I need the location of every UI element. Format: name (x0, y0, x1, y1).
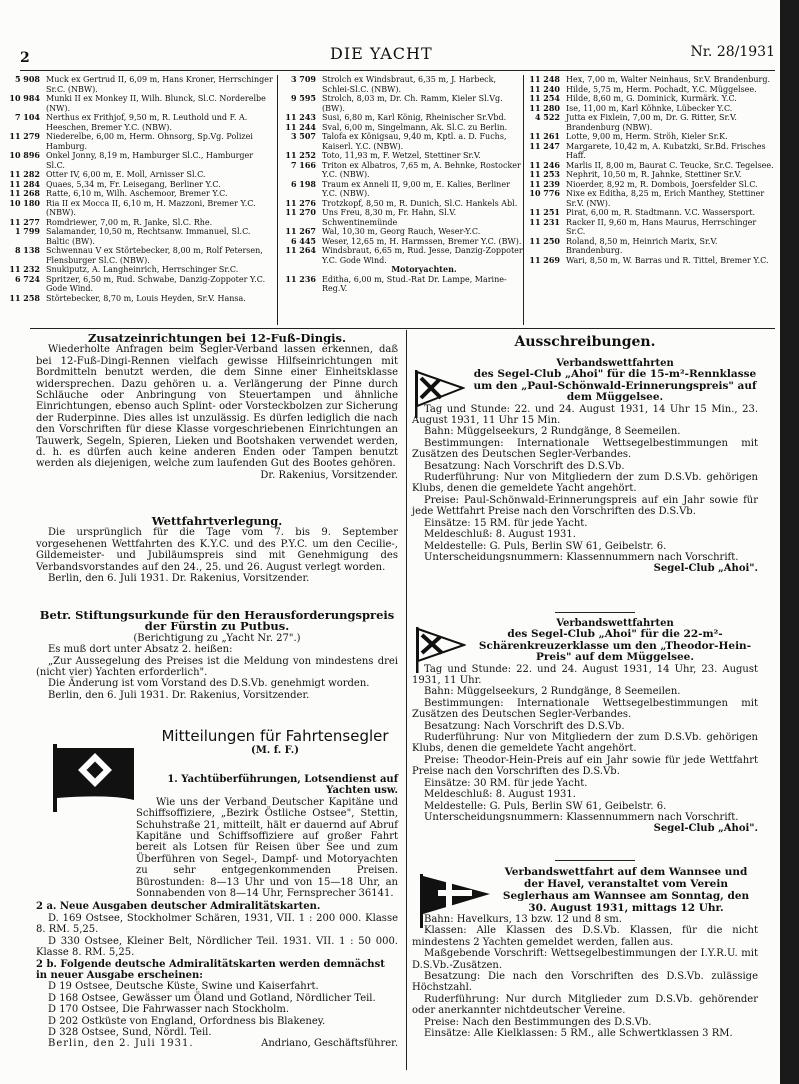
race2-l9: Meldestelle: G. Puls, Berlin SW 61, Geibelstr. 6. (424, 800, 667, 812)
race2-l4: Besatzung: Nach Vorschrift des D.S.Vb. (424, 720, 625, 732)
mff-title: Mitteilungen für Fahrtensegler (161, 727, 389, 745)
stiftung-title: Betr. Stiftungsurkunde für den Herausforderungspreis der Fürstin zu Putbus. (39, 608, 395, 634)
boat-description: Hex, 7,00 m, Walter Neinhaus, Sr.V. Brandenburg. (566, 75, 771, 84)
boat-number: 11 276 (285, 197, 316, 208)
boat-description: Hilde, 5,75 m, Herm. Pochadt, Y.C. Müggelsee. (566, 84, 757, 94)
race1-l8: Meldeschluß: 8. August 1931. (424, 529, 576, 541)
short-rule (555, 612, 635, 613)
boat-description: Wal, 10,30 m, Georg Rauch, Weser-Y.C. (322, 227, 481, 236)
mff-signature: Andriano, Geschäftsführer. (261, 1038, 398, 1050)
verlegung-body: Die ursprünglich für die Tage vom 7. bis 9. September vorgesehenen Wettfahrten des K.Y.C. und des P.Y.C. um den Cecilie-, Gildemeister- und Jubiläumspreis sind mit Genehmigung des Verbandsvorstandes auf den 24., 25. und 26. August verlegt worden. (36, 527, 398, 573)
boat-description: Toto, 11,93 m, F. Wetzel, Stettiner Sr.V. (322, 151, 481, 160)
boat-description: Onkel Jonny, 8,19 m, Hamburger Sl.C., Hamburger Sl.C. (46, 151, 254, 170)
header-rule (20, 70, 775, 71)
section-rule (30, 328, 775, 329)
boat-entry (276, 94, 526, 113)
race2-l2: Bahn: Müggelseekurs, 2 Rundgänge, 8 Seemeilen. (424, 686, 681, 698)
boat-description: Susi, 6,80 m, Karl König, Rheinischer Sr.Vbd. (322, 113, 507, 122)
race1-l3: Bestimmungen: Internationale Wettsegelbestimmungen mit Zusätzen des Deutschen Segler-Verbandes. (412, 437, 758, 461)
ausschreibungen-title: Ausschreibungen. (514, 334, 656, 350)
boat-description: Margarete, 10,42 m, A. Kubatzki, Sr.Bd. Frisches Haff. (566, 141, 766, 160)
race3-l6: Preise: Nach den Bestimmungen des D.S.Vb. (424, 1016, 652, 1028)
boat-entry (0, 189, 274, 199)
verlegung-signature: Berlin, den 6. Juli 1931. Dr. Rakenius, Vorsitzender. (48, 573, 310, 585)
race1-signature: Segel-Club „Ahoi". (653, 563, 758, 575)
race2-announcement (412, 618, 758, 835)
boat-entry (520, 142, 776, 161)
dingi-title: Zusatzeinrichtungen bei 12-Fuß-Dingis. (87, 331, 347, 345)
page-number: 2 (20, 50, 30, 66)
boat-number: 3 507 (290, 131, 316, 141)
boat-description: Weser, 12,65 m, H. Harmssen, Bremer Y.C. (BW). (322, 236, 522, 246)
boat-description: Pirat, 6,00 m, R. Stadtmann. V.C. Wassersport. (566, 208, 756, 217)
boat-description: Jutta ex Fixlein, 7,00 m, Dr. G. Ritter, Sr.V. Brandenburg (NBW). (566, 113, 737, 132)
race1-l9: Meldestelle: G. Puls, Berlin SW 61, Geibelstr. 6. (424, 540, 667, 552)
boat-description: Talofa ex Königsau, 9,40 m, Kptl. a. D. Fuchs, Kaiserl. Y.C. (NBW). (322, 132, 507, 151)
race2-l7: Einsätze: 30 RM. für jede Yacht. (424, 777, 588, 789)
race2-signature: Segel-Club „Ahoi". (653, 823, 758, 835)
boat-number: 11 258 (9, 292, 40, 303)
stiftung-signature: Berlin, den 6. Juli 1931. Dr. Rakenius, Vorsitzender. (48, 689, 310, 701)
boat-description: Niederelbe, 6,00 m, Herm. Ohnsorg, Sp.Vg. Polizei Hamburg. (46, 132, 253, 151)
mff-date: Berlin, den 2. Juli 1931. (48, 1038, 194, 1050)
issue-number: Nr. 28/1931 (690, 44, 775, 60)
boat-entry (0, 94, 274, 113)
race1-l1: Tag und Stunde: 22. und 24. August 1931, 14 Uhr 15 Min., 23. August 1931, 11 Uhr 15 Min. (412, 403, 758, 427)
boat-description: Schwennau V ex Störtebecker, 8,00 m, Rolf Petersen, Flensburger Sl.C. (NBW). (46, 246, 263, 265)
boat-number: 4 522 (534, 112, 560, 122)
boat-number: 11 239 (529, 178, 560, 189)
race3-heading: Verbandswettfahrt auf dem Wannsee und der Havel, veranstaltet vom Verein Seglerhaus am Wannsee am Sonntag, den 30. August 1931, mittags 12 Uhr. (502, 866, 750, 914)
boat-number: 11 277 (9, 216, 40, 227)
boat-number: 11 270 (285, 207, 316, 217)
race2-l10: Unterscheidungsnummern: Klassennummern nach Vorschrift. (424, 811, 739, 823)
dingi-signature: Dr. Rakenius, Vorsitzender. (260, 469, 398, 481)
race3-l4: Besatzung: Die nach den Vorschriften des D.S.Vb. zulässige Höchstzahl. (412, 971, 758, 994)
boat-number: 11 243 (285, 112, 316, 122)
race1-l6: Preise: Paul-Schönwald-Erinnerungspreis auf ein Jahr sowie für jede Wettfahrt Preise nach den Vorschriften des D.S.Vb. (412, 494, 758, 518)
race2-l1: Tag und Stunde: 22. und 24. August 1931, 14 Uhr, 23. August 1931, 11 Uhr. (412, 663, 758, 687)
boat-description: Ratte, 6,10 m, Wilh. Aschemoor, Bremer Y.C. (46, 189, 228, 198)
boat-number: 11 264 (285, 245, 316, 255)
verlegung-article (36, 516, 398, 584)
boat-entry (0, 75, 274, 94)
boat-number: 11 252 (285, 150, 316, 160)
boat-description: Otter IV, 6,00 m, E. Moll, Arnisser Sl.C. (46, 170, 206, 179)
main-col-divider (406, 330, 407, 1070)
boat-number: 11 231 (529, 216, 560, 227)
mff-b4: D 202 Ostküste von England, Orfordness bis Blakeney. (48, 1015, 326, 1027)
boat-number: 1 799 (14, 226, 40, 236)
mff-section2a: 2 a. Neue Ausgaben deutscher Admiralitätskarten. (36, 901, 321, 913)
boat-entry (0, 132, 274, 151)
race1-subheading: des Segel-Club „Ahoi" für die 15-m²-Rennklasse um den „Paul-Schönwald-Erinnerungspreis" auf dem Müggelsee. (473, 368, 757, 404)
boat-number: 11 247 (529, 140, 560, 151)
boat-number: 11 279 (9, 131, 40, 141)
boat-description: Strolch ex Windsbraut, 6,35 m, J. Harbeck, Schlei-Sl.C. (NBW). (322, 75, 497, 94)
boat-description: Spritzer, 6,50 m, Rud. Schwabe, Danzig-Zoppoter Y.C. Gode Wind. (46, 274, 266, 293)
boat-entry (0, 113, 274, 132)
mff-section1: 1. Yachtüberführungen, Lotsendienst auf Yachten usw. (167, 774, 398, 797)
boat-description: Windsbraut, 6,65 m, Rud. Jesse, Danzig-Zoppoter Y.C. Gode Wind. (322, 246, 523, 265)
boat-number: 11 254 (529, 93, 560, 103)
dingi-article (36, 333, 398, 481)
boat-entry (520, 189, 776, 208)
boat-description: Quaes, 5,34 m, Fr. Leisegang, Berliner Y.C. (46, 179, 221, 189)
boat-entry (0, 265, 274, 275)
boat-list-col1 (0, 75, 274, 303)
boat-number: 11 269 (529, 254, 560, 265)
mff-subtitle: (M. f. F.) (251, 745, 299, 756)
boat-description: Racker II, 9,60 m, Hans Maurus, Herrschinger Sr.C. (566, 217, 757, 236)
mff-b1: D 19 Ostsee, Deutsche Küste, Swine und Kaiserfahrt. (48, 981, 319, 993)
dingi-body: Wiederholte Anfragen beim Segler-Verband lassen erkennen, daß bei 12-Fuß-Dingi-Rennen vielfach gewisse Hilfseinrichtungen mit Bordmitteln benutzt werden, die dem Sinne einer Einheitsklasse widersprechen. Dazu gehören u. a. Verlängerung der Pinne durch Schläuche oder Anbringung von Steuertampen und ähnliche Einrichtungen, ebenso auch Splint- oder Vorsteckbolzen zur Sicherung der Ruderpinne. Dies alles ist unzulässig. Es dürfen lediglich die nach den Vorschriften für diese Klasse vorgeschriebenen Einrichtungen an Tauwerk, Segeln, Spieren, Lieken und Bootshaken verwendet werden, d. h. es dürfen auch keine anderen Enden oder Tampen benutzt werden als diejenigen, welche zum laufenden Gut des Bootes gehören. (36, 344, 398, 470)
boat-number: 10 776 (529, 188, 560, 198)
scan-edge (780, 0, 799, 1084)
boat-description: Editha, 6,00 m, Stud.-Rat Dr. Lampe, Marine-Reg.V. (322, 274, 507, 293)
race2-l8: Meldeschluß: 8. August 1931. (424, 789, 576, 801)
boat-number: 8 138 (14, 245, 40, 255)
race1-l10: Unterscheidungsnummern: Klassennummern nach Vorschrift. (424, 551, 739, 563)
boat-description: Uns Freu, 8,30 m, Fr. Hahn, Sl.V. Schwentinemünde (322, 208, 457, 227)
boat-number: 11 251 (529, 207, 560, 217)
boat-entry (276, 180, 526, 199)
mff-heading (150, 728, 400, 756)
stiftung-l1: Es muß dort unter Absatz 2. heißen: (48, 644, 233, 656)
boat-description: Snukiputz, A. Langheinrich, Herrschinger Sr.C. (46, 265, 239, 274)
boat-number: 6 724 (14, 273, 40, 284)
race2-heading: Verbandswettfahrten (556, 618, 674, 629)
boat-description: Motoryachten. (391, 264, 457, 274)
boat-entry (0, 170, 274, 180)
boat-description: Trotzkopf, 8,50 m, R. Dunich, Sl.C. Hankels Abl. (322, 198, 518, 208)
boat-number: 11 232 (9, 264, 40, 274)
boat-number: 7 104 (14, 112, 40, 122)
boat-description: Ise, 11,00 m, Karl Köhnke, Lübecker Y.C. (566, 103, 733, 113)
mff-section2b: 2 b. Folgende deutsche Admiralitätskarten werden demnächst in neuer Ausgabe erscheinen: (36, 958, 385, 981)
boat-entry (276, 208, 526, 227)
boat-description: Sval, 6,00 m, Singelmann, Ak. Sl.C. zu Berlin. (322, 122, 508, 132)
race1-l7: Einsätze: 15 RM. für jede Yacht. (424, 517, 588, 529)
boat-description: Strolch, 8,03 m, Dr. Ch. Ramm, Kieler Sl.Vg. (BW). (322, 94, 503, 113)
race3-l2: Klassen: Alle Klassen des D.S.Vb. Klassen, für die nicht mindestens 2 Yachten gemeldet werden, fallen aus. (412, 925, 758, 948)
boat-entry (520, 237, 776, 256)
race1-heading: Verbandswettfahrten (556, 358, 674, 369)
stiftung-l2: „Zur Aussegelung des Preises ist die Meldung von mindestens drei (nicht vier) Yachten erforderlich". (36, 655, 398, 679)
race3-l1: Bahn: Havelkurs, 13 bzw. 12 und 8 sm. (424, 914, 622, 925)
boat-list-col2 (276, 75, 526, 294)
verlegung-title: Wettfahrtverlegung. (151, 514, 283, 528)
boat-entry (0, 218, 274, 228)
boat-entry (520, 218, 776, 237)
race2-subheading: des Segel-Club „Ahoi" für die 22-m²-Schärenkreuzerklasse um den „Theodor-Hein-Preis" auf dem Müggelsee. (478, 628, 752, 664)
boat-entry (0, 294, 274, 304)
boat-description: Nerthus ex Frithjof, 9,50 m, R. Leuthold und F. A. Heeschen, Bremer Y.C. (NBW). (46, 113, 248, 132)
boat-description: Nioerder, 8,92 m, R. Dombois, Joersfelder Sl.C. (566, 179, 758, 189)
mff-b5: D 328 Ostsee, Sund, Nördl. Teil. (48, 1026, 212, 1038)
boat-number: 11 248 (529, 74, 560, 84)
boat-description: Nixe ex Editha, 8,25 m, Erich Manthey, Stettiner Sr.V. (NW). (566, 189, 765, 208)
boat-number: 5 908 (14, 74, 40, 84)
boat-number: 11 268 (9, 188, 40, 198)
boat-number: 7 166 (290, 159, 316, 170)
boat-number: 11 282 (9, 169, 40, 179)
boat-description: Roland, 8,50 m, Heinrich Marix, Sr.V. Brandenburg. (566, 236, 718, 255)
boat-description: Störtebecker, 8,70 m, Louis Heyden, Sr.V. Hansa. (46, 293, 246, 303)
boat-description: Ria II ex Mocca II, 6,10 m, H. Mazzoni, Bremer Y.C. (NBW). (46, 198, 256, 217)
boat-number: 9 595 (290, 93, 316, 103)
race1-l5: Ruderführung: Nur von Mitgliedern der zum D.S.Vb. gehörigen Klubs, denen die gemeldete Yacht angehört. (412, 472, 758, 495)
boat-number: 11 246 (529, 159, 560, 170)
boat-number: 11 284 (9, 178, 40, 189)
boat-number: 11 267 (285, 226, 316, 236)
mff-body: Wie uns der Verband Deutscher Kapitäne und Schiffsoffiziere, „Bezirk Östliche Ostsee", Stettin, Schuhstraße 21, mitteilt, hält er dauernd auf Abruf Kapitäne und Schiffsoffiziere auf großer Fahrt bereit als Lotsen für Reisen über See und zum Überführen von Segel-, Dampf- und Motoryachten zu sehr entgegenkommenden Preisen. Bürostunden: 8—13 Uhr und von 15—18 Uhr, an Sonnabenden von 8—14 Uhr, Fernsprecher 36141. (136, 796, 398, 900)
race3-l5: Ruderführung: Nur durch Mitglieder zum D.S.Vb. gehörender oder anerkannter nichtdeutscher Vereine. (412, 993, 758, 1017)
boat-entry (0, 275, 274, 294)
ausschreibungen (412, 333, 758, 351)
boat-number: 11 244 (285, 121, 316, 132)
mff-a2: D 330 Ostsee, Kleiner Belt, Nördlicher Teil. 1931. VII. 1 : 50 000. Klasse 8. RM. 5,25. (36, 935, 398, 959)
boat-number: 11 280 (529, 102, 560, 113)
boat-entry (276, 246, 526, 265)
boat-number: 10 984 (9, 93, 40, 103)
boat-description: Wari, 8,50 m, W. Barras und R. Tittel, Bremer Y.C. (566, 255, 769, 265)
journal-title: DIE YACHT (330, 44, 433, 63)
boat-entry (0, 227, 274, 246)
boat-description: Traum ex Anneli II, 9,00 m, E. Kalies, Berliner Y.C. (NBW). (322, 179, 510, 198)
boat-list-col3 (520, 75, 776, 265)
mff-article (36, 774, 398, 1050)
boat-entry (276, 161, 526, 180)
boat-entry (0, 246, 274, 265)
short-rule (555, 860, 635, 861)
boat-description: Hilde, 8,60 m, G. Dominick, Kurmärk. Y.C. (566, 94, 737, 103)
boat-description: Romdriewer, 7,00 m, R. Janke, Sl.C. Rhe. (46, 217, 213, 227)
mff-b3: D 170 Ostsee, Die Fahrwasser nach Stockholm. (48, 1004, 290, 1016)
boat-description: Munki II ex Monkey II, Wilh. Blunck, Sl.C. Norderelbe (NW). (46, 94, 266, 113)
stiftung-article (36, 610, 398, 701)
boat-description: Triton ex Albatros, 7,65 m, A. Behnke, Rostocker Y.C. (NBW). (322, 160, 521, 179)
race3-announcement (412, 866, 758, 1039)
boat-entry (276, 75, 526, 94)
boat-entry (0, 199, 274, 218)
mff-b2: D 168 Ostsee, Gewässer um Öland und Gotland, Nördlicher Teil. (48, 992, 376, 1004)
boat-entry (520, 256, 776, 266)
boat-entry (0, 180, 274, 190)
race3-l3: Maßgebende Vorschrift: Wettsegelbestimmungen der I.Y.R.U. mit D.S.Vb.-Zusätzen. (412, 948, 758, 971)
race2-l3: Bestimmungen: Internationale Wettsegelbestimmungen mit Zusätzen des Deutschen Segler-Verbandes. (412, 697, 758, 721)
boat-number: 6 198 (290, 178, 316, 189)
mff-a1: D. 169 Ostsee, Stockholmer Schären, 1931, VII. 1 : 200 000. Klasse 8. RM. 5,25. (36, 912, 398, 936)
boat-entry (276, 275, 526, 294)
boat-number: 3 709 (290, 74, 316, 84)
boat-description: Salamander, 10,50 m, Rechtsanw. Immanuel, Sl.C. Baltic (BW). (46, 227, 251, 246)
boat-number: 11 236 (285, 273, 316, 284)
boat-description: Muck ex Gertrud II, 6,09 m, Hans Kroner, Herrschinger Sr.C. (NBW). (46, 75, 273, 94)
boat-number: 11 240 (529, 83, 560, 94)
boat-description: Marlis II, 8,00 m, Baurat C. Teucke, Sr.C. Tegelsee. (566, 160, 774, 170)
boat-number: 6 445 (290, 235, 316, 246)
boat-description: Nephrit, 10,50 m, R. Jahnke, Stettiner Sr.V. (566, 170, 742, 179)
boat-number: 11 250 (529, 235, 560, 246)
boat-description: Lotte, 9,00 m, Herm. Ströh, Kieler Sr.K. (566, 132, 728, 141)
race1-l4: Besatzung: Nach Vorschrift des D.S.Vb. (424, 460, 625, 472)
boat-number: 11 253 (529, 169, 560, 179)
stiftung-subtitle: (Berichtigung zu „Yacht Nr. 27".) (133, 632, 301, 644)
boat-entry (276, 132, 526, 151)
boat-number: 10 180 (9, 197, 40, 208)
page-header (20, 42, 775, 64)
stiftung-l3: Die Änderung ist vom Vorstand des D.S.Vb. genehmigt worden. (48, 678, 370, 690)
race2-l5: Ruderführung: Nur von Mitgliedern der zum D.S.Vb. gehörigen Klubs, denen die gemeldete Yacht angehört. (412, 732, 758, 755)
race1-announcement (412, 358, 758, 575)
boat-entry (0, 151, 274, 170)
race1-l2: Bahn: Müggelseekurs, 2 Rundgänge, 8 Seemeilen. (424, 426, 681, 438)
boat-entry (520, 113, 776, 132)
race3-l7: Einsätze: Alle Kielklassen: 5 RM., alle Schwertklassen 3 RM. (424, 1028, 733, 1040)
boat-number: 10 896 (9, 150, 40, 160)
boat-number: 11 261 (529, 131, 560, 141)
race2-l6: Preise: Theodor-Hein-Preis auf ein Jahr sowie für jede Wettfahrt Preise nach den Vorschriften des D.S.Vb. (412, 754, 758, 778)
